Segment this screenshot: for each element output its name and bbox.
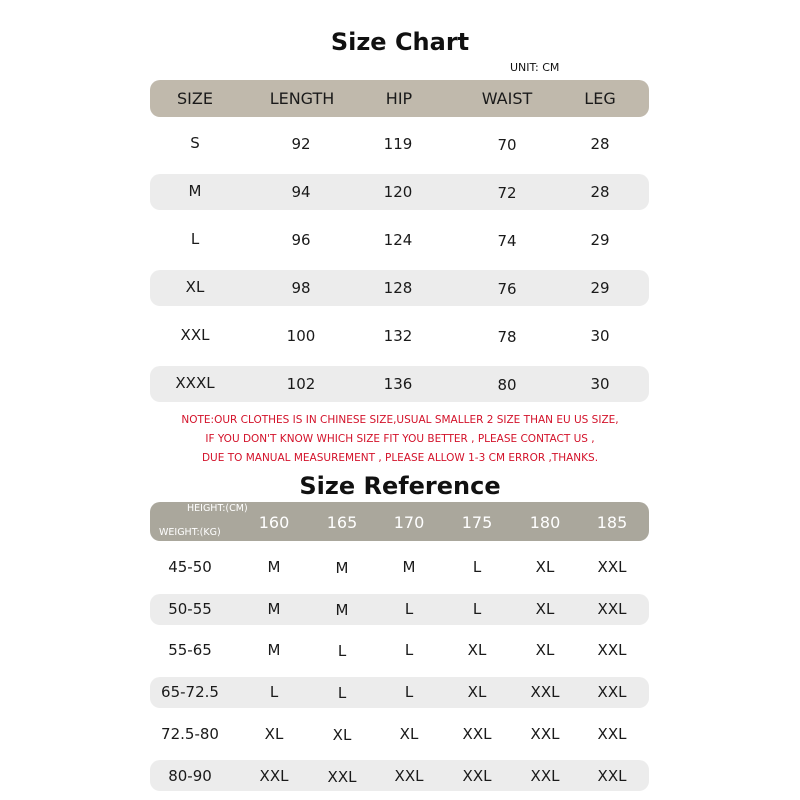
height-header-160: 160 [258,513,290,532]
cell-size: XXL [597,683,627,701]
cell-waist: 78 [497,328,517,346]
cell-size: M [267,558,281,576]
cell-size: XL [535,558,555,576]
col-header-size: SIZE [177,89,213,108]
cell-hip: 136 [383,375,413,393]
cell-size: L [404,600,414,618]
cell-size: XXL [327,768,357,786]
col-header-leg: LEG [584,89,616,108]
unit-label: UNIT: CM [510,61,560,74]
col-header-length: LENGTH [269,89,335,108]
cell-leg: 30 [590,327,610,345]
cell-size: XXL [180,326,210,344]
cell-size: XL [535,600,555,618]
cell-size: XXL [462,725,492,743]
cell-size: M [335,559,349,577]
cell-leg: 28 [590,135,610,153]
cell-waist: 80 [497,376,517,394]
cell-size: M [402,558,416,576]
height-header-165: 165 [326,513,358,532]
cell-size: L [404,683,414,701]
cell-weight: 45-50 [168,558,212,576]
cell-waist: 70 [497,136,517,154]
cell-leg: 29 [590,231,610,249]
cell-leg: 29 [590,279,610,297]
cell-size: XXL [597,725,627,743]
cell-hip: 132 [383,327,413,345]
cell-hip: 128 [383,279,413,297]
cell-waist: 76 [497,280,517,298]
cell-size: XL [467,683,487,701]
cell-weight: 72.5-80 [161,725,219,743]
cell-length: 100 [286,327,316,345]
cell-size: XL [185,278,205,296]
cell-size: L [337,684,347,702]
height-axis-label: HEIGHT:(CM) [187,503,248,514]
row-stripe [150,594,649,625]
cell-size: M [335,601,349,619]
cell-size: L [269,683,279,701]
cell-length: 102 [286,375,316,393]
sizing-note [0,411,800,468]
height-header-175: 175 [461,513,493,532]
cell-size: XL [535,641,555,659]
cell-hip: 119 [383,135,413,153]
cell-size: XXL [530,725,560,743]
cell-size: XXL [530,767,560,785]
cell-size: M [267,641,281,659]
cell-size: XXL [259,767,289,785]
cell-size: XL [399,725,419,743]
cell-size: XL [332,726,352,744]
cell-size: L [337,642,347,660]
cell-leg: 28 [590,183,610,201]
cell-size: XL [264,725,284,743]
cell-length: 98 [291,279,311,297]
note-line-1: NOTE:OUR CLOTHES IS IN CHINESE SIZE,USUAL SMALLER 2 SIZE THAN EU US SIZE, [181,414,619,426]
cell-size: M [267,600,281,618]
height-header-170: 170 [393,513,425,532]
cell-size: XXXL [175,374,215,392]
cell-size: XL [467,641,487,659]
cell-size: S [190,134,200,152]
col-header-waist: WAIST [481,89,533,108]
cell-size: XXL [462,767,492,785]
cell-size: L [472,600,482,618]
cell-weight: 80-90 [168,767,212,785]
height-header-180: 180 [529,513,561,532]
cell-waist: 72 [497,184,517,202]
cell-length: 96 [291,231,311,249]
note-line-3: DUE TO MANUAL MEASUREMENT , PLEASE ALLOW 1-3 CM ERROR ,THANKS. [201,452,599,464]
cell-size: M [188,182,202,200]
cell-hip: 124 [383,231,413,249]
cell-size: L [190,230,200,248]
size-chart-title: Size Chart [330,28,470,56]
weight-axis-label: WEIGHT:(KG) [159,527,221,538]
size-reference-title: Size Reference [299,472,501,500]
cell-length: 94 [291,183,311,201]
cell-leg: 30 [590,375,610,393]
height-header-185: 185 [596,513,628,532]
cell-size: XXL [597,641,627,659]
col-header-hip: HIP [385,89,413,108]
cell-size: L [404,641,414,659]
cell-hip: 120 [383,183,413,201]
cell-size: XXL [597,767,627,785]
cell-weight: 55-65 [168,641,212,659]
cell-size: XXL [597,600,627,618]
cell-size: XXL [597,558,627,576]
row-stripe [150,677,649,708]
cell-weight: 50-55 [168,600,212,618]
cell-size: L [472,558,482,576]
cell-size: XXL [394,767,424,785]
cell-size: XXL [530,683,560,701]
note-line-2: IF YOU DON'T KNOW WHICH SIZE FIT YOU BETTER , PLEASE CONTACT US , [205,433,595,445]
cell-length: 92 [291,135,311,153]
cell-weight: 65-72.5 [161,683,219,701]
cell-waist: 74 [497,232,517,250]
